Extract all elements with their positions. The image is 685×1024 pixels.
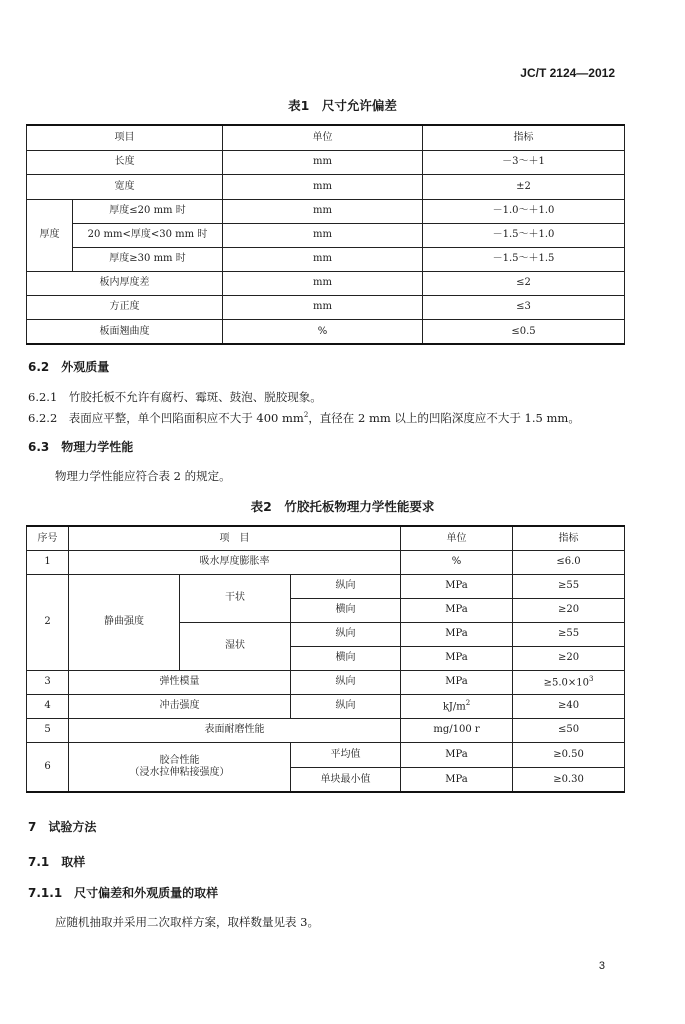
t2-cell: ≥0.50 (513, 742, 625, 767)
t2-cell: 6 (27, 742, 69, 792)
table1-caption: 表1 尺寸允许偏差 (288, 98, 397, 113)
t2-cell: 4 (27, 694, 69, 718)
t2-cell: 3 (27, 670, 69, 694)
t2-cell: 平均值 (291, 742, 401, 767)
t2-cell: 1 (27, 550, 69, 574)
t2-cell: MPa (401, 767, 513, 792)
t2-cell: 2 (27, 574, 69, 670)
t1-cell: 厚度≤20 mm 时 (73, 199, 223, 223)
table1 (26, 124, 625, 345)
t1-cell: 板面翘曲度 (27, 319, 223, 344)
t1-cell: mm (223, 150, 423, 174)
section-7-title: 7 试验方法 (28, 820, 97, 834)
t2-cell: 表面耐磨性能 (69, 718, 401, 742)
page-number: 3 (598, 960, 605, 972)
t1-head-item: 项目 (27, 125, 223, 150)
t1-cell: mm (223, 247, 423, 271)
t2-cell: 纵向 (291, 574, 401, 598)
t2-cell: 冲击强度 (69, 694, 291, 718)
para-6-3: 物理力学性能应符合表 2 的规定。 (55, 469, 231, 483)
t2-cell: $\ge 5.0\times 10^3$ (513, 670, 625, 694)
t1-cell: mm (223, 174, 423, 199)
t1-cell: ±2 (423, 174, 625, 199)
table2 (26, 525, 625, 793)
section-6-3-title: 6.3 物理力学性能 (28, 440, 134, 454)
t2-cell: 吸水厚度膨胀率 (69, 550, 401, 574)
t2-cell: MPa (401, 646, 513, 670)
t2-cell: ≤50 (513, 718, 625, 742)
t2-cell: 弹性模量 (69, 670, 291, 694)
t1-cell: ≤0.5 (423, 319, 625, 344)
t1-cell: －1.5～＋1.0 (423, 223, 625, 247)
para-6-2-1: 6.2.1 竹胶托板不允许有腐朽、霉斑、鼓泡、脱胶现象。 (28, 390, 322, 404)
t1-cell: 厚度≥30 mm 时 (73, 247, 223, 271)
t1-head-value: 指标 (423, 125, 625, 150)
t2-cell: 纵向 (291, 622, 401, 646)
para-7-1-1: 应随机抽取并采用二次取样方案，取样数量见表 3。 (55, 915, 319, 929)
t2-cell: 纵向 (291, 694, 401, 718)
t1-head-unit: 单位 (223, 125, 423, 150)
section-7-1-1-title: 7.1.1 尺寸偏差和外观质量的取样 (28, 886, 219, 900)
t1-cell: －3～＋1 (423, 150, 625, 174)
t1-cell: 20 mm<厚度<30 mm 时 (73, 223, 223, 247)
t1-cell: －1.5～＋1.5 (423, 247, 625, 271)
t2-cell: 胶合性能 （浸水拉伸粘接强度） (69, 742, 291, 792)
t1-cell: 宽度 (27, 174, 223, 199)
t2-cell: 5 (27, 718, 69, 742)
t1-cell: ≤3 (423, 295, 625, 319)
t2-cell: 纵向 (291, 670, 401, 694)
t2-cell: MPa (401, 574, 513, 598)
t2-cell: 湿状 (180, 622, 291, 670)
para-6-2-2: 6.2.2 表面应平整，单个凹陷面积应不大于 400 $mm^2$，直径在 2 mm 以上的凹陷深度应不大于 1.5 mm。 (28, 411, 580, 425)
t2-cell: % (401, 550, 513, 574)
t1-cell: 方正度 (27, 295, 223, 319)
t2-cell: ≥20 (513, 646, 625, 670)
t2-cell: ≥0.30 (513, 767, 625, 792)
section-7-1-title: 7.1 取样 (28, 855, 86, 869)
t2-head-no: 序号 (27, 526, 69, 550)
t2-cell: $kJ/m^2$ (401, 694, 513, 718)
section-6-2-title: 6.2 外观质量 (28, 360, 110, 374)
t2-cell: MPa (401, 670, 513, 694)
t2-cell: ≥55 (513, 574, 625, 598)
t2-cell: 单块最小值 (291, 767, 401, 792)
t1-thickness-label: 厚度 (27, 199, 73, 271)
t1-cell: －1.0～＋1.0 (423, 199, 625, 223)
t2-head-value: 指标 (513, 526, 625, 550)
standard-number: JC/T 2124—2012 (520, 66, 615, 80)
t1-cell: 板内厚度差 (27, 271, 223, 295)
t2-cell: ≤6.0 (513, 550, 625, 574)
t2-head-item: 项 目 (69, 526, 401, 550)
t2-cell: ≥55 (513, 622, 625, 646)
t2-cell: 干状 (180, 574, 291, 622)
t1-cell: 长度 (27, 150, 223, 174)
t1-cell: mm (223, 223, 423, 247)
t2-head-unit: 单位 (401, 526, 513, 550)
t2-cell: 横向 (291, 646, 401, 670)
table2-caption: 表2 竹胶托板物理力学性能要求 (250, 499, 435, 514)
t1-cell: mm (223, 199, 423, 223)
t2-cell: mg/100 r (401, 718, 513, 742)
t2-cell: MPa (401, 622, 513, 646)
t1-cell: % (223, 319, 423, 344)
t2-cell: MPa (401, 742, 513, 767)
t1-cell: mm (223, 295, 423, 319)
t2-cell: ≥40 (513, 694, 625, 718)
t1-cell: mm (223, 271, 423, 295)
t2-cell: ≥20 (513, 598, 625, 622)
t2-cell: 静曲强度 (69, 574, 180, 670)
t2-cell: MPa (401, 598, 513, 622)
t1-cell: ≤2 (423, 271, 625, 295)
t2-cell: 横向 (291, 598, 401, 622)
